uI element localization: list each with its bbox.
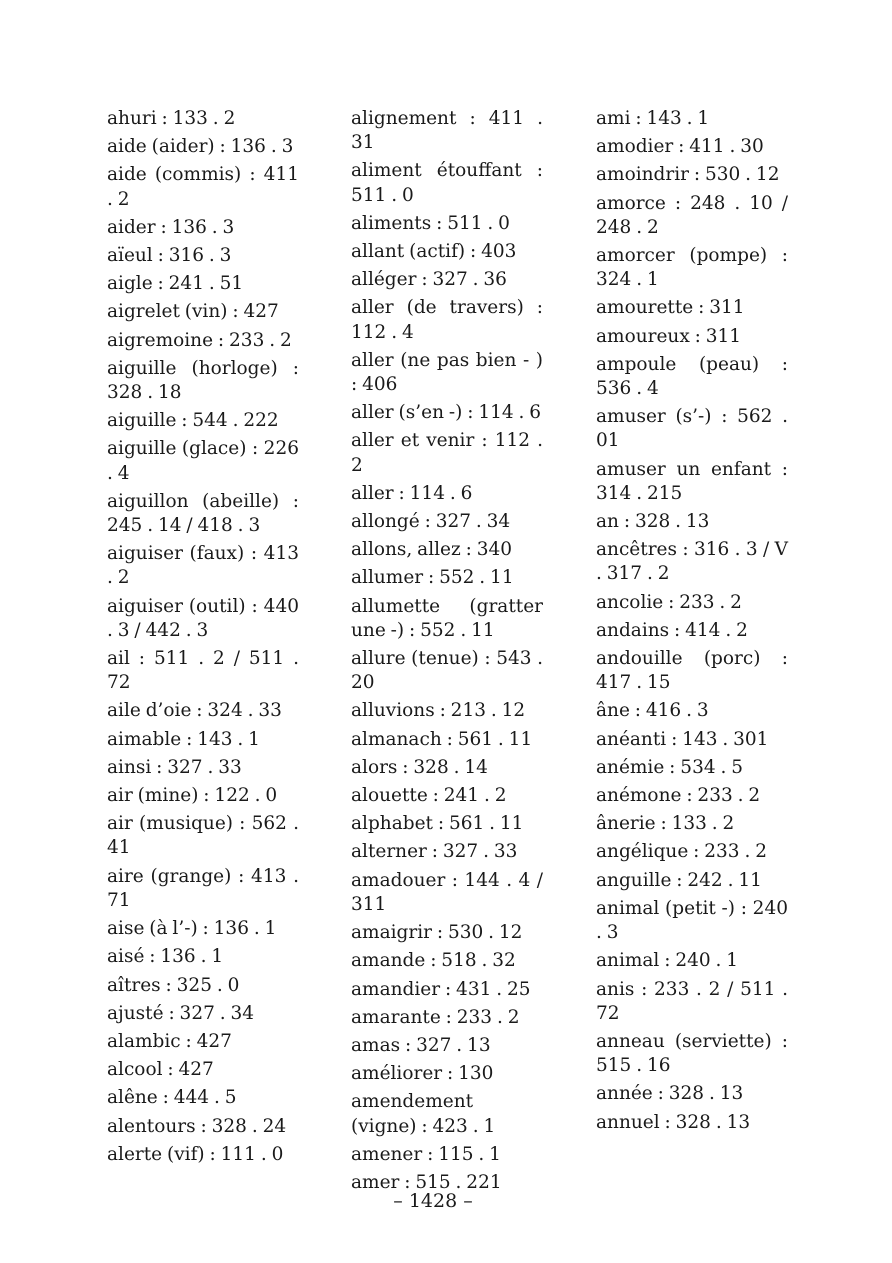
index-entry: ahuri : 133 . 2: [107, 108, 236, 129]
index-entry: amodier : 411 . 30: [596, 136, 764, 158]
index-column-3: [596, 107, 788, 1139]
index-entry: aigremoine : 233 . 2: [107, 329, 292, 351]
index-entry: aller et venir : 112 . 2: [351, 430, 543, 476]
index-entry: aile d’oie : 324 . 33: [107, 700, 282, 722]
index-entry: alignement : 411 . 31: [351, 108, 543, 154]
index-entry: aller : 114 . 6: [351, 482, 473, 504]
index-entry: aire (grange) : 413 . 71: [107, 865, 299, 911]
index-entry: aller (de travers) : 112 . 4: [351, 297, 543, 343]
index-entry: ânerie : 133 . 2: [596, 813, 735, 835]
index-entry: allumer : 552 . 11: [351, 567, 514, 589]
index-entry: alêne : 444 . 5: [107, 1087, 237, 1109]
index-entry: aliments : 511 . 0: [351, 212, 510, 234]
index-entry: alors : 328 . 14: [351, 756, 488, 778]
index-entry: air (mine) : 122 . 0: [107, 785, 278, 807]
index-entry: allure (tenue) : 543 . 20: [351, 648, 543, 694]
index-entry: ancolie : 233 . 2: [596, 591, 742, 613]
index-column-2: [351, 107, 543, 1199]
index-entry: andains : 414 . 2: [596, 619, 748, 641]
index-entry: air (musique) : 562 . 41: [107, 813, 299, 859]
index-entry: alluvions : 213 . 12: [351, 700, 526, 722]
index-entry: aiguille (horloge) : 328 . 18: [107, 357, 299, 404]
index-entry: allumette (gratter une -) : 552 . 11: [351, 595, 543, 641]
index-entry: amendement (vigne) : 423 . 1: [351, 1091, 496, 1137]
index-entry: ajusté : 327 . 34: [107, 1002, 255, 1024]
index-entry: aiguillon (abeille) : 245 . 14 / 418 . 3: [107, 490, 299, 537]
index-entry: ami : 143 . 1: [596, 108, 710, 129]
index-entry: aider : 136 . 3: [107, 216, 235, 238]
index-entry: alcool : 427: [107, 1059, 214, 1081]
index-entry: amoureux : 311: [596, 325, 742, 347]
index-entry: an : 328 . 13: [596, 511, 710, 533]
index-entry: aîtres : 325 . 0: [107, 974, 240, 996]
index-entry: amorcer (pompe) : 324 . 1: [596, 245, 788, 291]
index-entry: almanach : 561 . 11: [351, 728, 533, 750]
index-entry: aller (s’en -) : 114 . 6: [351, 402, 542, 424]
index-entry: anneau (serviette) : 515 . 16: [596, 1030, 788, 1077]
index-entry: alambic : 427: [107, 1030, 232, 1052]
index-entry: alentours : 328 . 24: [107, 1115, 287, 1137]
index-entry: animal : 240 . 1: [596, 950, 739, 972]
index-entry: allant (actif) : 403: [351, 241, 517, 263]
index-entry: amener : 115 . 1: [351, 1143, 501, 1165]
index-entry: année : 328 . 13: [596, 1083, 744, 1105]
index-entry: andouille (porc) : 417 . 15: [596, 648, 788, 694]
index-entry: aiguille : 544 . 222: [107, 410, 279, 432]
index-entry: aimable : 143 . 1: [107, 728, 260, 750]
index-column-1: [107, 107, 299, 1171]
index-entry: aise (à l’-) : 136 . 1: [107, 918, 277, 940]
index-entry: aiguiser (outil) : 440 . 3 / 442 . 3: [107, 595, 299, 641]
index-entry: amarante : 233 . 2: [351, 1006, 520, 1028]
index-entry: aïeul : 316 . 3: [107, 245, 232, 267]
index-entry: anéanti : 143 . 301: [596, 728, 769, 750]
index-entry: amuser un enfant : 314 . 215: [596, 458, 788, 504]
index-entry: angélique : 233 . 2: [596, 841, 767, 863]
index-entry: aigrelet (vin) : 427: [107, 301, 279, 323]
index-entry: ainsi : 327 . 33: [107, 756, 242, 778]
index-entry: alerte (vif) : 111 . 0: [107, 1143, 284, 1165]
index-entry: anis : 233 . 2 / 511 . 72: [596, 978, 788, 1024]
index-entry: âne : 416 . 3: [596, 700, 709, 722]
index-entry: alléger : 327 . 36: [351, 269, 507, 291]
index-entry: ail : 511 . 2 / 511 . 72: [107, 648, 299, 694]
index-entry: amourette : 311: [596, 297, 745, 319]
index-entry: aiguiser (faux) : 413 . 2: [107, 543, 299, 589]
index-entry: aller (ne pas bien - ) : 406: [351, 349, 543, 396]
index-entry: aliment étouffant : 511 . 0: [351, 160, 543, 206]
index-entry: ancêtres : 316 . 3 / V . 317 . 2: [596, 539, 788, 585]
index-entry: amandier : 431 . 25: [351, 978, 531, 1000]
index-entry: aide (aider) : 136 . 3: [107, 136, 294, 158]
index-entry: amer : 515 . 221: [351, 1171, 502, 1193]
index-entry: amande : 518 . 32: [351, 950, 516, 972]
index-entry: anémie : 534 . 5: [596, 756, 744, 778]
index-entry: alterner : 327 . 33: [351, 841, 518, 863]
index-entry: amaigrir : 530 . 12: [351, 922, 523, 944]
index-entry: alphabet : 561 . 11: [351, 813, 524, 835]
index-entry: aide (commis) : 411 . 2: [107, 164, 299, 210]
index-entry: amuser (s’-) : 562 . 01: [596, 406, 788, 452]
index-entry: aigle : 241 . 51: [107, 273, 244, 295]
index-entry: allongé : 327 . 34: [351, 511, 511, 533]
index-entry: anémone : 233 . 2: [596, 785, 761, 807]
index-entry: amas : 327 . 13: [351, 1034, 491, 1056]
index-entry: aiguille (glace) : 226 . 4: [107, 438, 299, 484]
index-entry: aisé : 136 . 1: [107, 946, 224, 968]
index-entry: amadouer : 144 . 4 / 311: [351, 869, 543, 915]
page-number: – 1428 –: [393, 1190, 473, 1212]
index-entry: améliorer : 130: [351, 1063, 494, 1085]
index-entry: anguille : 242 . 11: [596, 869, 762, 891]
index-entry: ampoule (peau) : 536 . 4: [596, 353, 788, 400]
index-entry: alouette : 241 . 2: [351, 785, 507, 807]
index-entry: annuel : 328 . 13: [596, 1111, 751, 1133]
index-entry: amoindrir : 530 . 12: [596, 164, 780, 186]
index-entry: animal (petit -) : 240 . 3: [596, 897, 788, 944]
index-entry: amorce : 248 . 10 / 248 . 2: [596, 192, 788, 238]
index-entry: allons, allez : 340: [351, 539, 513, 561]
